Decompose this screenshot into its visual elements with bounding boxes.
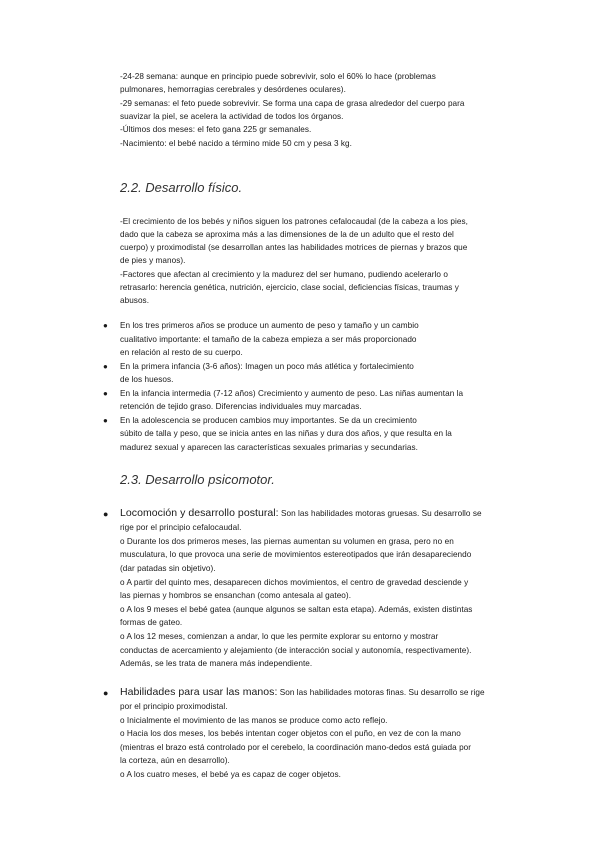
bullet-icon: ●	[103, 509, 109, 519]
text-line: -Factores que afectan al crecimiento y la madurez del ser humano, pudiendo acelerarlo o	[120, 270, 448, 279]
item-lead: Habilidades para usar las manos:	[120, 686, 278, 698]
text-line: (dar patadas sin objetivo).	[120, 564, 216, 573]
text-line: de pies y manos).	[120, 256, 186, 265]
list-item: en relación al resto de su cuerpo.	[120, 348, 243, 357]
text-line: -Nacimiento: el bebé nacido a término mide 50 cm y pesa 3 kg.	[120, 139, 352, 148]
text-line: formas de gateo.	[120, 618, 183, 627]
section-heading: 2.3. Desarrollo psicomotor.	[120, 472, 275, 487]
text-line: o Inicialmente el movimiento de las manos se produce como acto reflejo.	[120, 716, 388, 725]
list-item: En la adolescencia se producen cambios muy importantes. Se da un crecimiento	[120, 416, 417, 425]
text-line: o A los 9 meses el bebé gatea (aunque algunos se saltan esta etapa). Además, existen distintas	[120, 605, 473, 614]
bullet-icon: ●	[103, 362, 108, 371]
bullet-icon: ●	[103, 389, 108, 398]
text-line: retrasarlo: herencia genética, nutrición, ejercicio, clase social, deficiencias físicas, traumas y	[120, 283, 459, 292]
section-heading: 2.2. Desarrollo físico.	[120, 180, 243, 195]
bullet-icon: ●	[103, 416, 108, 425]
text-line: -29 semanas: el feto puede sobrevivir. Se forma una capa de grasa alrededor del cuerpo para	[120, 99, 465, 108]
text-line: pulmonares, hemorragias cerebrales y desórdenes oculares).	[120, 85, 346, 94]
text-line: (mientras el brazo está controlado por el cerebelo, la coordinación mano-dedos está guiada por	[120, 743, 472, 752]
text-line: musculatura, lo que provoca una serie de movimientos estereotipados que irán desapareciendo	[120, 550, 472, 559]
item-lead-rest: Son las habilidades motoras gruesas. Su desarrollo se	[278, 509, 482, 518]
text-line: la corteza, aún en desarrollo).	[120, 756, 230, 765]
item-lead: Locomoción y desarrollo postural:	[120, 507, 279, 519]
list-item: En los tres primeros años se produce un aumento de peso y tamaño y un cambio	[120, 321, 419, 330]
item-lead-rest: Son las habilidades motoras finas. Su desarrollo se rige	[277, 688, 485, 697]
list-item	[120, 508, 482, 519]
text-line: abusos.	[120, 296, 150, 305]
text-line: suavizar la piel, se acelera la actividad de todos los órganos.	[120, 112, 344, 121]
text-line: Además, se les trata de manera más independiente.	[120, 659, 313, 668]
text-line: -24-28 semana: aunque en principio puede sobrevivir, solo el 60% lo hace (problemas	[120, 72, 436, 81]
text-line: o Hacia los dos meses, los bebés intentan coger objetos con el puño, en vez de con la mano	[120, 729, 461, 738]
list-item: En la primera infancia (3-6 años): Imagen un poco más atlética y fortalecimiento	[120, 362, 414, 371]
text-line: o A los cuatro meses, el bebé ya es capaz de coger objetos.	[120, 770, 341, 779]
list-item: cualitativo importante: el tamaño de la cabeza empieza a ser más proporcionado	[120, 335, 417, 344]
text-line: -Últimos dos meses: el feto gana 225 gr semanales.	[120, 125, 312, 134]
text-line: por el principio proximodistal.	[120, 702, 228, 711]
text-line: o A los 12 meses, comienzan a andar, lo que les permite explorar su entorno y mostrar	[120, 632, 439, 641]
list-item: súbito de talla y peso, que se inicia antes en las niñas y dura dos años, y que resulta en la	[120, 429, 452, 438]
text-line: -El crecimiento de los bebés y niños siguen los patrones cefalocaudal (de la cabeza a los pies,	[120, 217, 468, 226]
bullet-icon: ●	[103, 321, 108, 330]
list-item: de los huesos.	[120, 375, 174, 384]
list-item	[120, 687, 485, 698]
text-line: las piernas y hombros se ensanchan (como antesala al gateo).	[120, 591, 352, 600]
text-line: o A partir del quinto mes, desaparecen dichos movimientos, el centro de gravedad desciende y	[120, 578, 469, 587]
list-item: madurez sexual y aparecen las características sexuales primarias y secundarias.	[120, 443, 418, 452]
text-line: cuerpo) y proximodistal (se desarrollan antes las habilidades motrices de piernas y brazos que	[120, 243, 468, 252]
text-line: o Durante los dos primeros meses, las piernas aumentan su volumen en grasa, pero no en	[120, 537, 454, 546]
list-item: En la infancia intermedia (7-12 años) Crecimiento y aumento de peso. Las niñas aumentan la	[120, 389, 464, 398]
list-item: retención de tejido graso. Diferencias individuales muy marcadas.	[120, 402, 362, 411]
text-line: rige por el principio cefalocaudal.	[120, 523, 242, 532]
bullet-icon: ●	[103, 688, 109, 698]
text-line: conductas de acercamiento y alejamiento (de interacción social y autonomía, respectivamente).	[120, 646, 472, 655]
text-line: dado que la cabeza se aproxima más a las dimensiones de la de un adulto que el resto del	[120, 230, 454, 239]
